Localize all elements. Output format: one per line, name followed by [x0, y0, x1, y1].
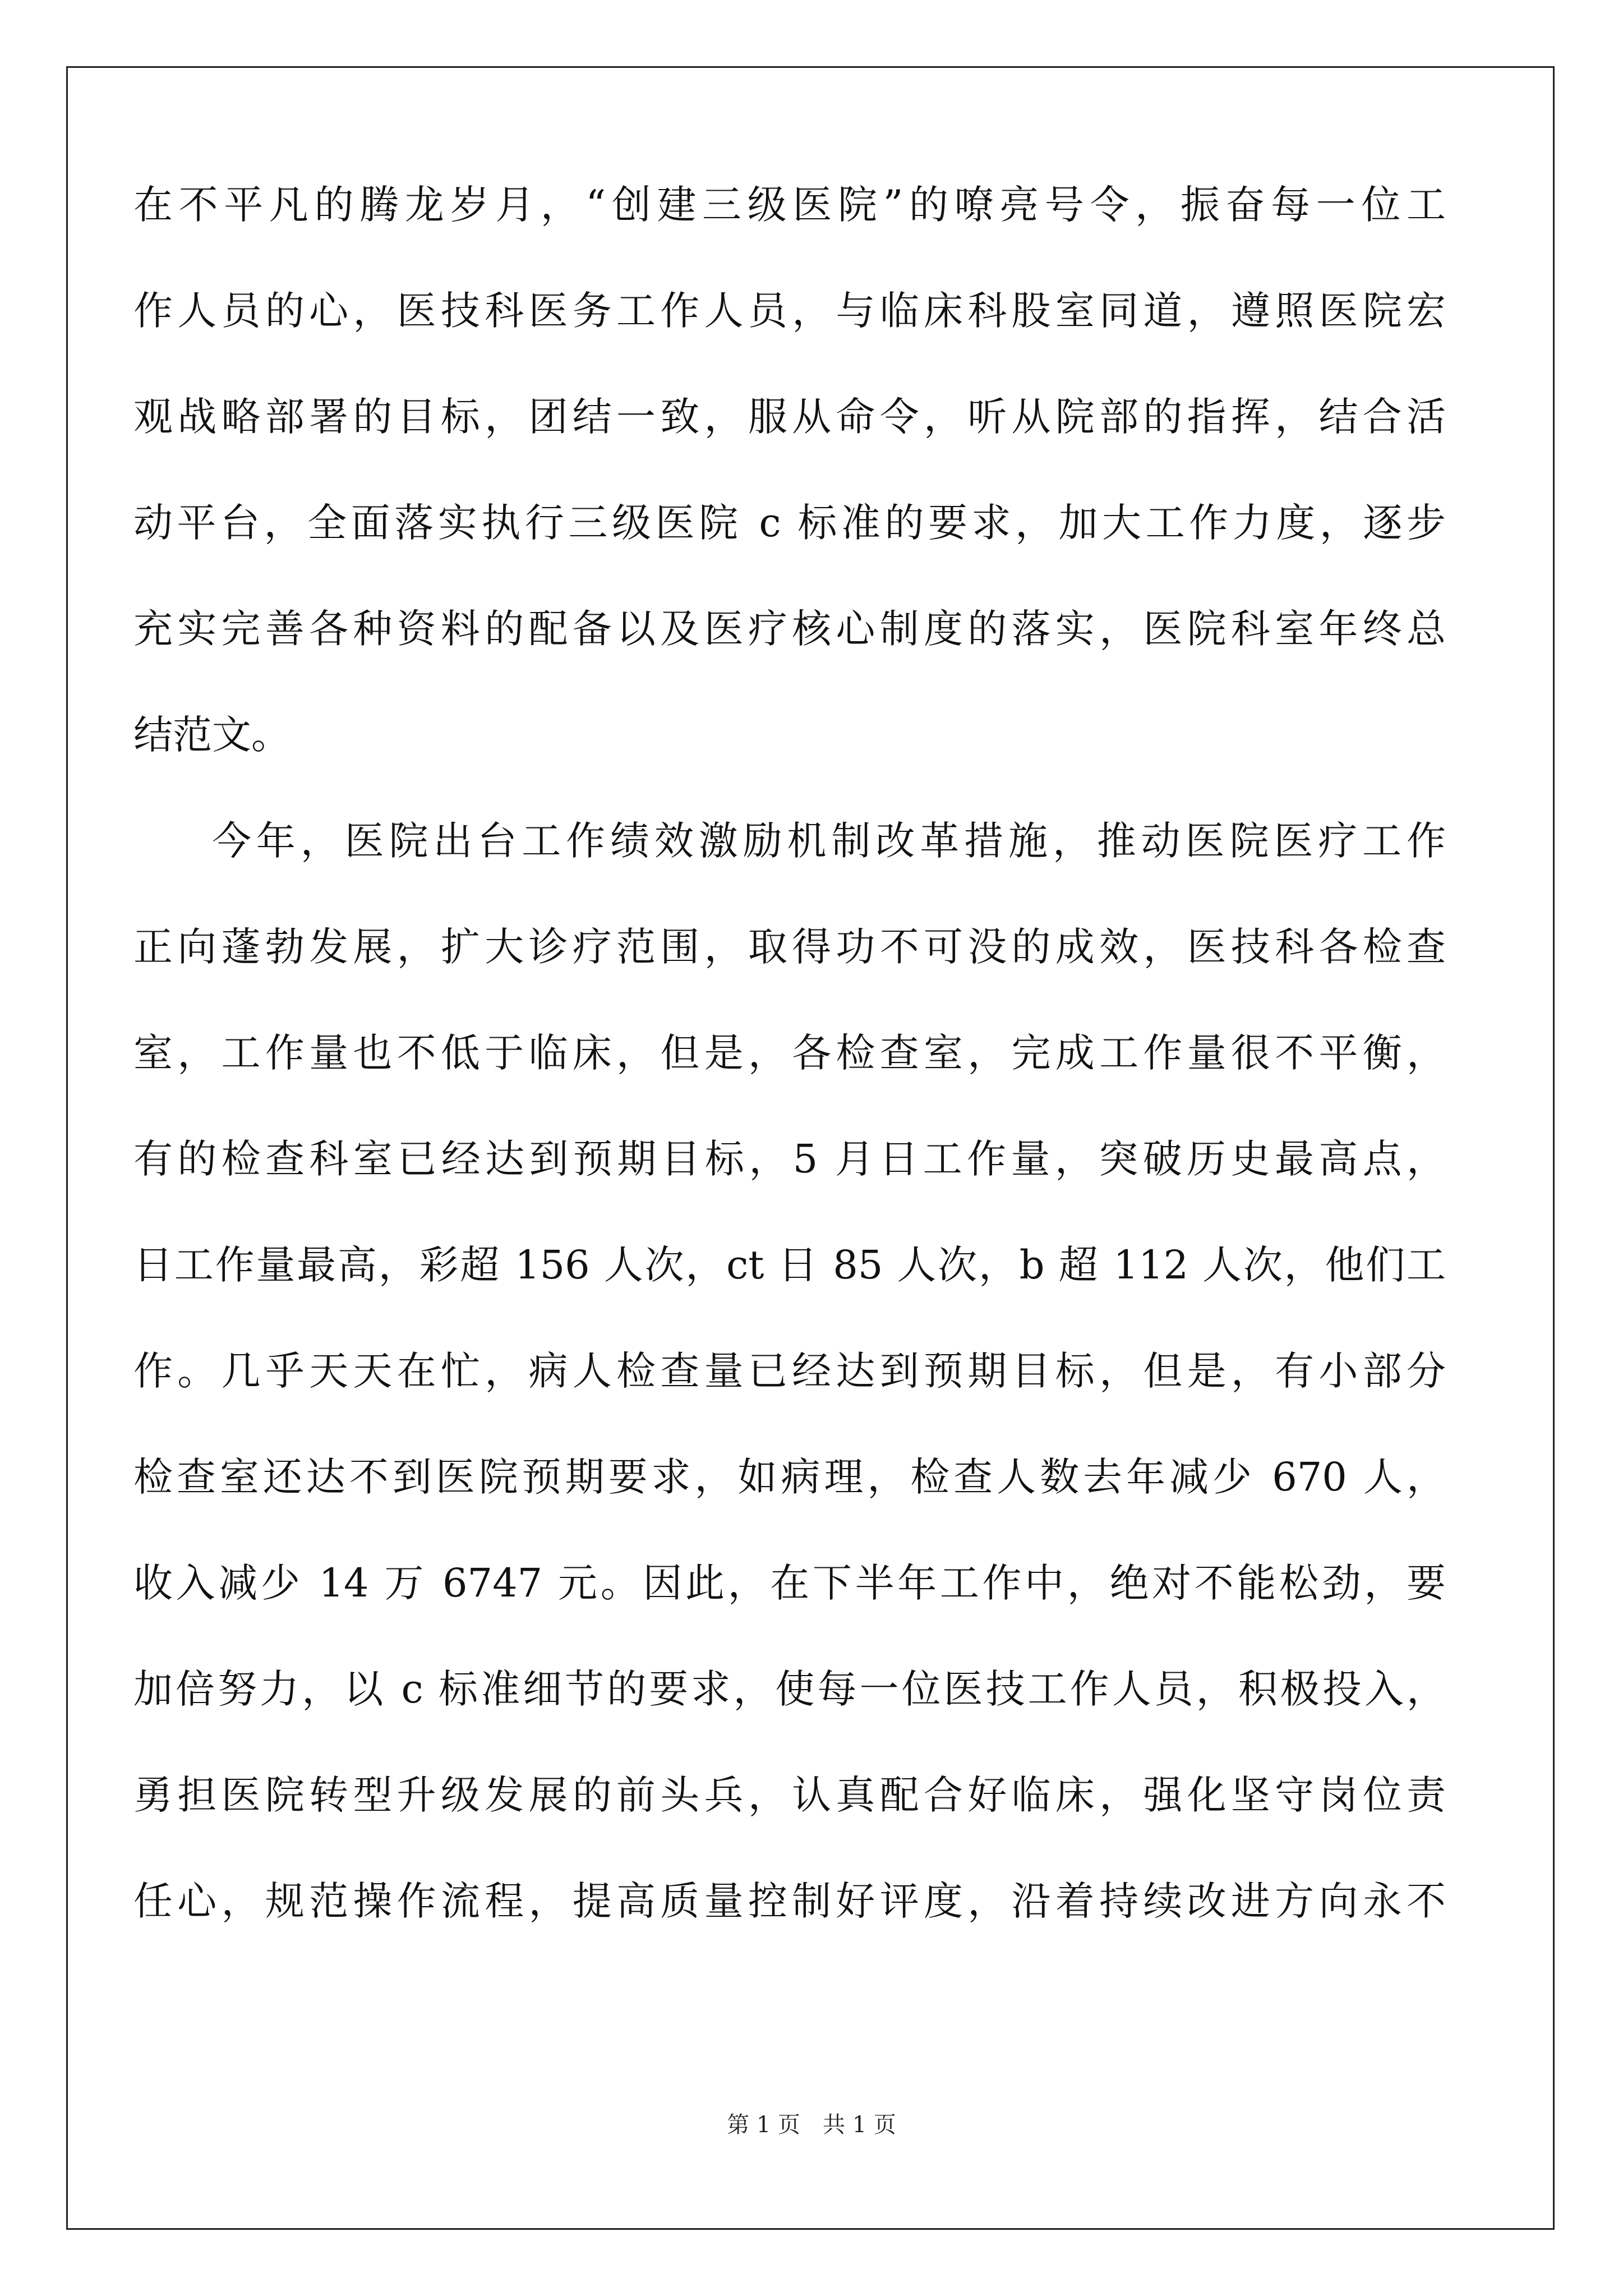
- text-line-6: 结范文。: [133, 712, 291, 758]
- text-line-9: 室，工作量也不低于临床，但是，各检查室，完成工作量很不平衡，: [133, 1030, 1446, 1076]
- text-line-12: 作。几乎天天在忙，病人检查量已经达到预期目标，但是，有小部分: [133, 1348, 1446, 1394]
- text-line-10: 有的检查科室已经达到预期目标，5 月日工作量，突破历史最高点，: [133, 1136, 1446, 1182]
- document-body: [133, 182, 1446, 1987]
- text-line-13: 检查室还达不到医院预期要求，如病理，检查人数去年减少 670 人，: [133, 1454, 1446, 1500]
- page-footer: [0, 2114, 1623, 2136]
- text-line-17: 任心，规范操作流程，提高质量控制好评度，沿着持续改进方向永不: [133, 1878, 1446, 1924]
- page-number-total: 共 1 页: [823, 2112, 896, 2138]
- text-line-7: 今年，医院出台工作绩效激励机制改革措施，推动医院医疗工作: [212, 818, 1446, 864]
- text-line-15: 加倍努力，以 c 标准细节的要求，使每一位医技工作人员，积极投入，: [133, 1666, 1446, 1712]
- text-line-1: 在不平凡的腾龙岁月，“创建三级医院”的嘹亮号令，振奋每一位工: [133, 182, 1446, 228]
- page-number-current: 第 1 页: [727, 2112, 800, 2138]
- text-line-14: 收入减少 14 万 6747 元。因此，在下半年工作中，绝对不能松劲，要: [133, 1560, 1446, 1606]
- text-line-5: 充实完善各种资料的配备以及医疗核心制度的落实，医院科室年终总: [133, 606, 1446, 652]
- text-line-11: 日工作量最高，彩超 156 人次，ct 日 85 人次，b 超 112 人次，他们工: [133, 1242, 1446, 1288]
- text-line-2: 作人员的心，医技科医务工作人员，与临床科股室同道，遵照医院宏: [133, 288, 1446, 334]
- text-line-3: 观战略部署的目标，团结一致，服从命令，听从院部的指挥，结合活: [133, 394, 1446, 440]
- text-line-8: 正向蓬勃发展，扩大诊疗范围，取得功不可没的成效，医技科各检查: [133, 924, 1446, 970]
- text-line-16: 勇担医院转型升级发展的前头兵，认真配合好临床，强化坚守岗位责: [133, 1772, 1446, 1818]
- text-line-4: 动平台，全面落实执行三级医院 c 标准的要求，加大工作力度，逐步: [133, 500, 1446, 546]
